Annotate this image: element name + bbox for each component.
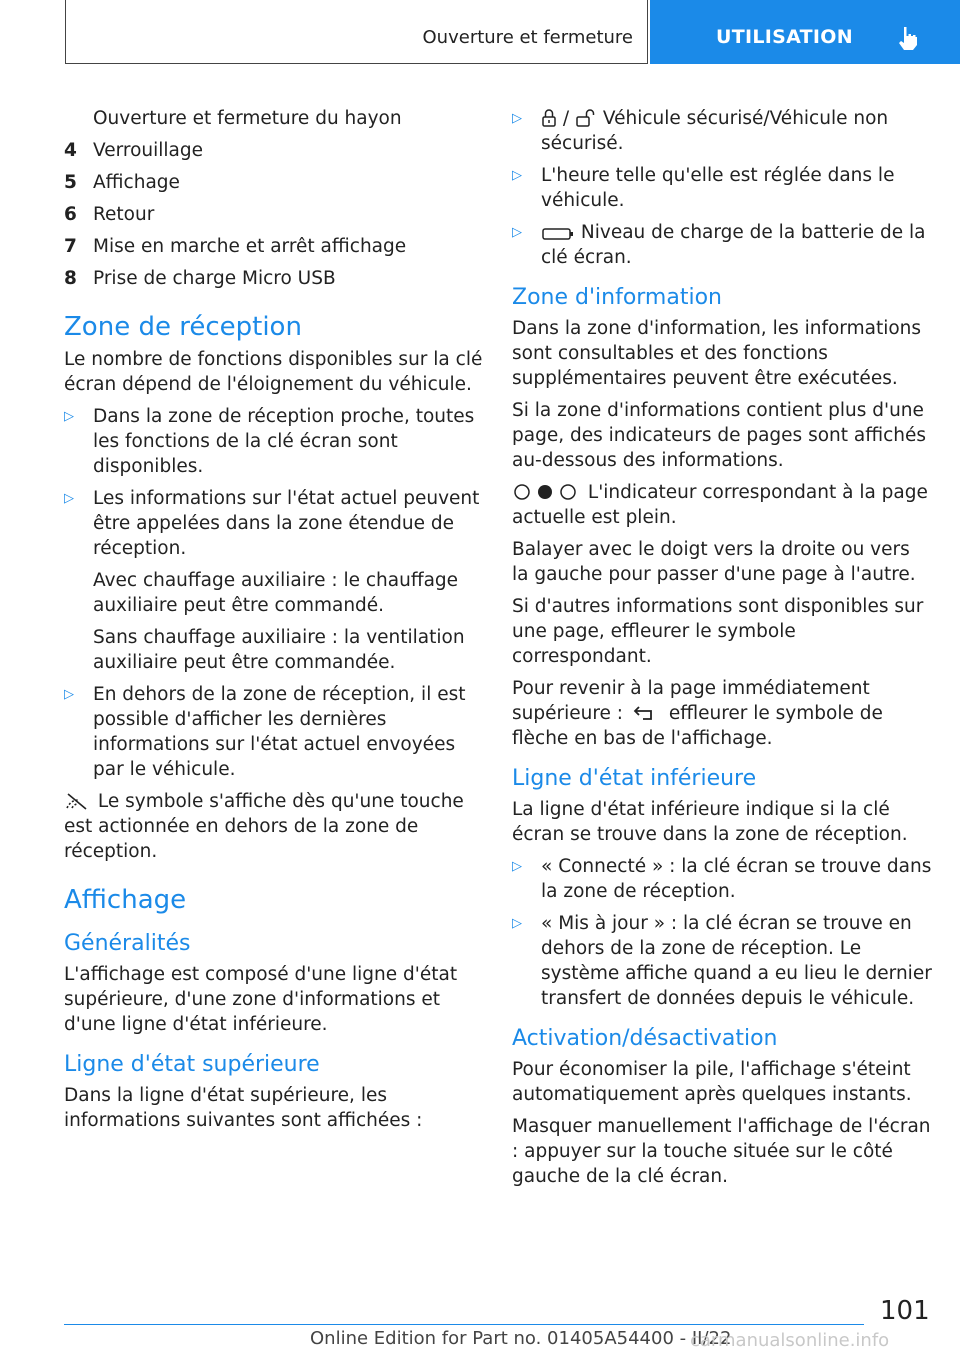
left-column <box>64 106 484 1140</box>
affichage-heading: Affichage <box>64 885 187 915</box>
icon-separator: / <box>562 108 570 129</box>
watermark: carmanualsonline.info <box>690 1330 890 1351</box>
numbered-list <box>64 138 484 291</box>
reception-heading: Zone de réception <box>64 312 302 342</box>
list-item: 8 Prise de charge Micro USB <box>64 268 336 289</box>
sub-paragraph: Avec chauffage auxiliaire : le chauffage auxiliaire peut être commandé. <box>93 570 459 616</box>
back-arrow-icon <box>629 703 663 723</box>
reception-intro: Le nombre de fonctions disponibles sur la clé écran dépend de l'éloignement du véhicule. <box>64 349 483 395</box>
generalites-text: L'affichage est composé d'une ligne d'état supérieure, d'une zone d'informations et d'une ligne d'état inférieure. <box>64 964 458 1035</box>
activation-text: Pour économiser la pile, l'affichage s'éteint automatiquement après quelques instants. <box>512 1059 912 1105</box>
sub-paragraph: Sans chauffage auxiliaire : la ventilation auxiliaire peut être commandée. <box>93 627 465 673</box>
upper-status-text: Dans la ligne d'état supérieure, les informations suivantes sont affichées : <box>64 1085 423 1131</box>
triangle-right-icon: ▷ <box>512 111 522 126</box>
list-item: ▷ « Mis à jour » : la clé écran se trouve en dehors de la zone de réception. Le système affiche quand a eu lieu le dernier transfert de données depuis le véhicule. <box>512 913 932 1009</box>
pointing-hand-icon <box>896 25 920 51</box>
triangle-right-icon: ▷ <box>512 225 522 240</box>
triangle-right-icon: ▷ <box>512 916 522 931</box>
list-item: ▷ Dans la zone de réception proche, toutes les fonctions de la clé écran sont disponibles. <box>64 406 475 477</box>
list-item: 5 Affichage <box>64 172 180 193</box>
section-title: UTILISATION <box>716 26 853 48</box>
footer-divider <box>64 1324 864 1325</box>
locked-icon <box>541 108 557 128</box>
section-tab <box>650 0 960 64</box>
no-signal-icon <box>64 791 92 811</box>
triangle-right-icon: ▷ <box>512 168 522 183</box>
list-item: 6 Retour <box>64 204 155 225</box>
page-header <box>0 0 960 66</box>
list-item: ▷ / Véhicule sécurisé/Véhicule non sécurisé. <box>512 108 889 154</box>
footer-edition: Online Edition for Part no. 01405A54400 - II/22 <box>310 1328 732 1349</box>
list-item: ▷ En dehors de la zone de réception, il est possible d'afficher les dernières informations sur l'état actuel envoyées par le véhicule. <box>64 684 466 780</box>
triangle-right-icon: ▷ <box>64 491 74 506</box>
battery-icon <box>541 226 575 242</box>
info-zone-text: L'indicateur correspondant à la page actuelle est plein. <box>512 482 928 528</box>
info-zone-text: Dans la zone d'information, les informations sont consultables et des fonctions supplémentaires peuvent être exécutées. <box>512 318 922 389</box>
activation-text: Masquer manuellement l'affichage de l'écran : appuyer sur la touche située sur le côté gauche de la clé écran. <box>512 1116 931 1187</box>
triangle-right-icon: ▷ <box>64 687 74 702</box>
list-lead: Ouverture et fermeture du hayon <box>93 108 402 129</box>
info-zone-heading: Zone d'information <box>512 285 722 310</box>
list-item: ▷ « Connecté » : la clé écran se trouve dans la zone de réception. <box>512 856 932 902</box>
lower-status-heading: Ligne d'état inférieure <box>512 766 757 791</box>
unlocked-icon <box>575 108 597 128</box>
chapter-title: Ouverture et fermeture <box>422 27 633 48</box>
lower-status-text: La ligne d'état inférieure indique si la clé écran se trouve dans la zone de réception. <box>512 799 908 845</box>
upper-status-heading: Ligne d'état supérieure <box>64 1052 320 1077</box>
list-item: 7 Mise en marche et arrêt affichage <box>64 236 407 257</box>
info-zone-text: Pour revenir à la page immédiatement supérieure : effleurer le symbole de flèche en bas de l'affichage. <box>512 678 883 749</box>
info-zone-text: Si d'autres informations sont disponibles sur une page, effleurer le symbole correspondant. <box>512 596 924 667</box>
right-column <box>512 106 932 1196</box>
list-item: ▷ L'heure telle qu'elle est réglée dans le véhicule. <box>512 165 895 211</box>
info-zone-text: Si la zone d'informations contient plus d'une page, des indicateurs de pages sont affichés au-dessous des informations. <box>512 400 927 471</box>
page-number: 101 <box>880 1296 930 1326</box>
reception-note: Le symbole s'affiche dès qu'une touche est actionnée en dehors de la zone de réception. <box>64 791 464 862</box>
generalites-heading: Généralités <box>64 931 191 956</box>
info-zone-text: Balayer avec le doigt vers la droite ou vers la gauche pour passer d'une page à l'autre. <box>512 539 916 585</box>
triangle-right-icon: ▷ <box>512 859 522 874</box>
activation-heading: Activation/désactivation <box>512 1026 778 1051</box>
list-item: ▷ Les informations sur l'état actuel peuvent être appelées dans la zone étendue de réception. <box>64 488 480 559</box>
triangle-right-icon: ▷ <box>64 409 74 424</box>
page-indicator-icon <box>512 482 582 502</box>
chapter-box <box>65 0 648 64</box>
list-item: 4 Verrouillage <box>64 140 204 161</box>
list-item: ▷ Niveau de charge de la batterie de la clé écran. <box>512 222 926 268</box>
